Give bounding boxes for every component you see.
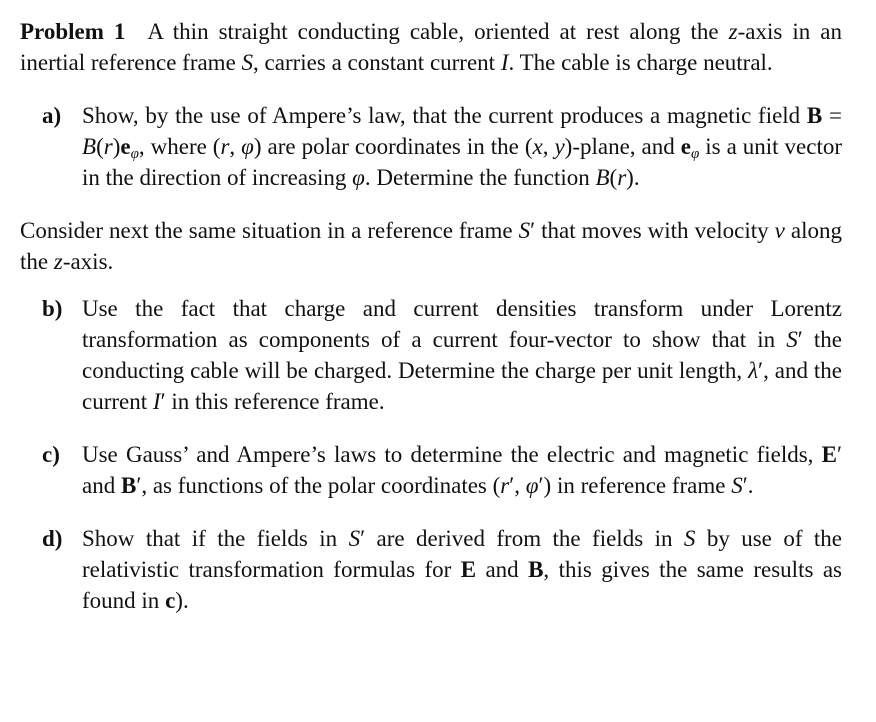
problem-heading: Problem 1 (20, 19, 126, 44)
part-a-text: Show, by the use of Ampere’s law, that the current produces a magnetic field $B = B(r)e_\varphi$, where (r, φ) are polar coordinates in the (x, y)-plane, and $e_\varphi$ is a unit vector in the direction of increasing φ. Determine the function B(r). (82, 103, 843, 190)
part-c (20, 439, 842, 501)
interlude-text: Consider next the same situation in a reference frame S′ that moves with velocity v along the z-axis. (20, 218, 842, 274)
part-b-text: Use the fact that charge and current densities transform under Lorentz transformation as components of a current four-vector to show that in S′ the conducting cable will be charged. Determine the charge per unit length, λ′, and the current I′ in this reference frame. (82, 296, 842, 414)
part-d-label: d) (42, 526, 63, 551)
part-d (20, 523, 842, 616)
problem-intro-text: A thin straight conducting cable, oriented at rest along the z-axis in an inertial reference frame S, carries a constant current I. The cable is charge neutral. (20, 19, 842, 75)
part-c-text: Use Gauss’ and Ampere’s laws to determine the electric and magnetic fields, E′ and B′, as functions of the polar coordinates (r′, φ′) in reference frame S′. (82, 442, 842, 498)
problem-intro (20, 16, 842, 78)
part-d-text: Show that if the fields in S′ are derived from the fields in S by use of the relativistic transformation formulas for E and B, this gives the same results as found in c). (82, 526, 842, 613)
part-c-label: c) (42, 442, 60, 467)
part-b-label: b) (42, 296, 63, 321)
part-a (20, 100, 842, 193)
part-a-label: a) (42, 103, 62, 128)
part-b (20, 293, 842, 417)
